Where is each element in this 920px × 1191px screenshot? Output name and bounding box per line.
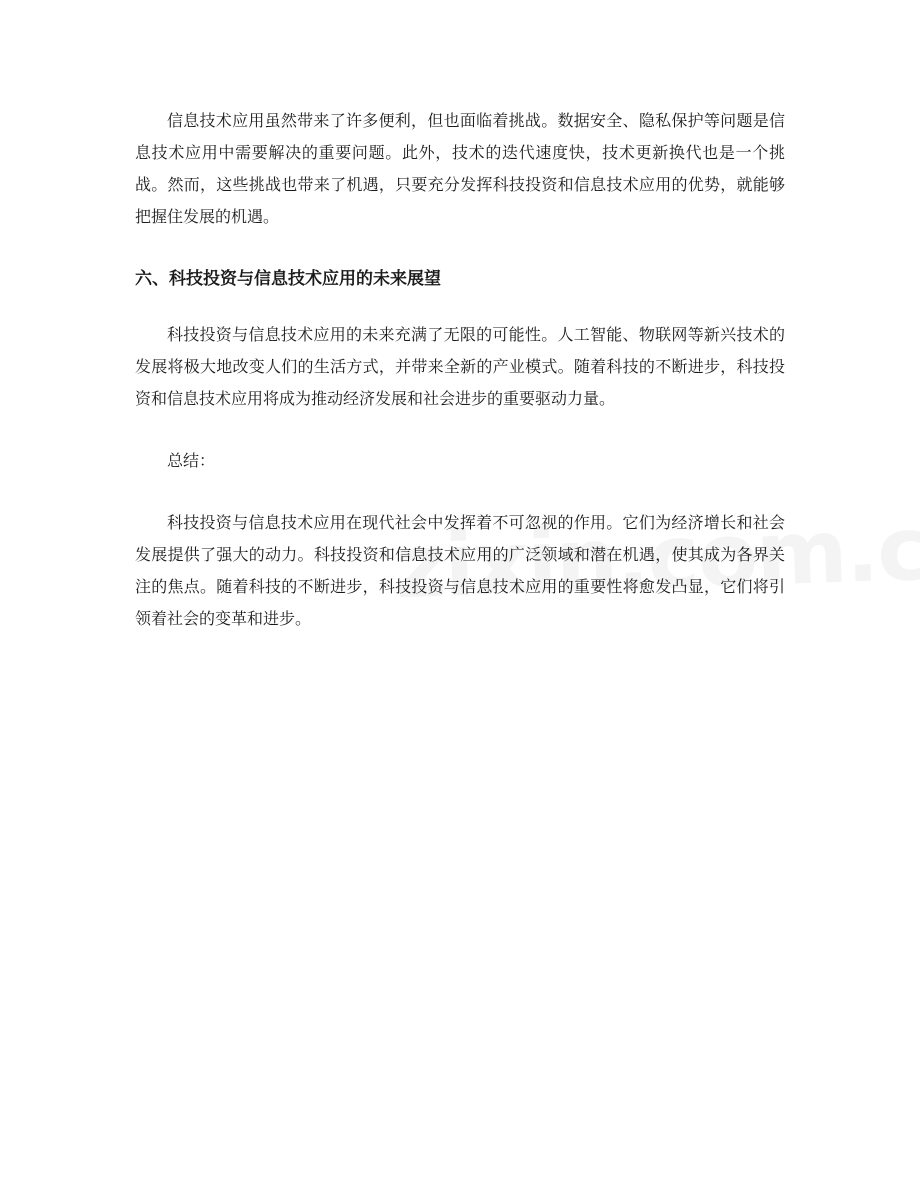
document-body xyxy=(135,105,785,665)
paragraph-challenges: 信息技术应用虽然带来了许多便利，但也面临着挑战。数据安全、隐私保护等问题是信息技术应用中需要解决的重要问题。此外，技术的迭代速度快，技术更新换代也是一个挑战。然而，这些挑战也带来了机遇，只要充分发挥科技投资和信息技术应用的优势，就能够把握住发展的机遇。 xyxy=(135,111,785,226)
paragraph-future: 科技投资与信息技术应用的未来充满了无限的可能性。人工智能、物联网等新兴技术的发展将极大地改变人们的生活方式，并带来全新的产业模式。随着科技的不断进步，科技投资和信息技术应用将成为推动经济发展和社会进步的重要驱动力量。 xyxy=(135,325,785,408)
paragraph-summary: 科技投资与信息技术应用在现代社会中发挥着不可忽视的作用。它们为经济增长和社会发展提供了强大的动力。科技投资和信息技术应用的广泛领域和潜在机遇，使其成为各界关注的焦点。随着科技的不断进步，科技投资与信息技术应用的重要性将愈发凸显，它们将引领着社会的变革和进步。 xyxy=(135,513,785,628)
summary-label: 总结： xyxy=(167,451,216,470)
section-heading-future-outlook: 六、科技投资与信息技术应用的未来展望 xyxy=(135,269,441,289)
